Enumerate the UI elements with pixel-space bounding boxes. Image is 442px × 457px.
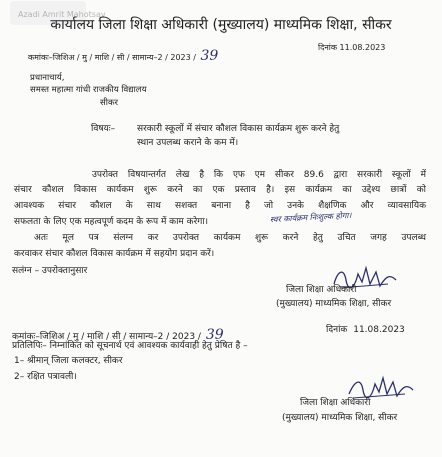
copy-header: प्रतिलिपिः– निम्नांकित को सूचनार्थ एवं आवश्यक कार्यवाही हेतु प्रेषित है –: [12, 341, 248, 351]
reference-number: [28, 49, 218, 63]
reference-number-handwritten: 39: [200, 48, 219, 64]
copy-date-label: दिनांक: [326, 325, 348, 335]
signature-1-office: (मुख्यालय) माध्यमिक शिक्षा, सीकर: [276, 299, 392, 309]
copy-reference-number: [12, 328, 224, 342]
office-title: कार्यालय जिला शिक्षा अधिकारी (मुख्यालय) माध्यमिक शिक्षा, सीकर: [50, 17, 392, 33]
reference-number-text: कमांकः–जिशिअ / मु / माशि / सी / सामान्य–2 / 2023 /: [28, 53, 196, 62]
signature-1-designation: जिला शिक्षा अधिकारी: [286, 285, 357, 295]
subject-line-2: स्थान उपलब्ध कराने के कम में।: [137, 138, 239, 148]
handwritten-insert: स्वर कार्यक्रम निःशुल्क होगा।: [269, 210, 352, 225]
copy-date-value: 11.08.2023: [353, 325, 405, 335]
addressee-line-3: सीकर: [100, 98, 118, 108]
addressee-line-1: प्रधानाचार्य,: [30, 73, 65, 83]
copy-reference-number-handwritten: 39: [205, 327, 224, 343]
subject-label: विषयः–: [91, 124, 116, 134]
body-line-4: सफलता के लिए एक महत्वपूर्ण कदम के रूप में काम करेगा।: [14, 217, 209, 227]
body-line-5: अतः मूल पत्र संलग्न कर उपरोक्त कार्यकम शुरू करने हेतु उचित जगह उपलब्ध: [34, 233, 426, 243]
copy-reference-number-text: कमांकः–जिशिअ / मु / माशि / सी / सामान्य–2 / 2023 /: [12, 332, 201, 342]
body-line-3: आवश्यक संचार कौशल के साथ सशक्त बनाना है जो उनके शैक्षणिक और व्यावसायिक: [14, 201, 426, 211]
svg-text:Azadi Amrit Mahotsav: Azadi Amrit Mahotsav: [18, 10, 106, 19]
enclosure: सलंग्न – उपरोक्तानुसार: [12, 266, 88, 276]
copy-item-2: 2– रक्षित पत्रावली।: [14, 372, 77, 382]
copy-reference-date: [326, 326, 405, 335]
date-value: 11.08.2023: [339, 43, 386, 52]
addressee-line-2: समस्त महात्मा गांधी राजकीय विद्यालय: [30, 85, 147, 95]
subject-line-1: सरकारी स्कूलों में संचार कौशल विकास कार्यक्रम शुरू करने हेतु: [137, 124, 340, 134]
body-line-1: उपरोक्त विषयान्तर्गत लेख है कि एफ एम सीकर 89.6 द्वारा सरकारी स्कूलों में: [92, 170, 426, 180]
body-line-2: संचार कौशल विकास कार्यकम शुरू करने का एक प्रस्ताव है। इस कार्यक्रम का उद्देश्य छात्रों को: [14, 185, 426, 195]
reference-date: [318, 44, 385, 52]
copy-item-1: 1– श्रीमान् जिला कलक्टर, सीकर: [14, 356, 123, 366]
body-line-6: करवाकर संचार कौशल विकास कार्यक्रम में सहयोग प्रदान करें।: [14, 249, 215, 259]
signature-2-designation: जिला शिक्षा अधिकारी: [300, 398, 371, 408]
signature-2-office: (मुख्यालय) माध्यमिक शिक्षा, सीकर: [282, 413, 398, 423]
date-label: दिनांक: [318, 43, 337, 52]
